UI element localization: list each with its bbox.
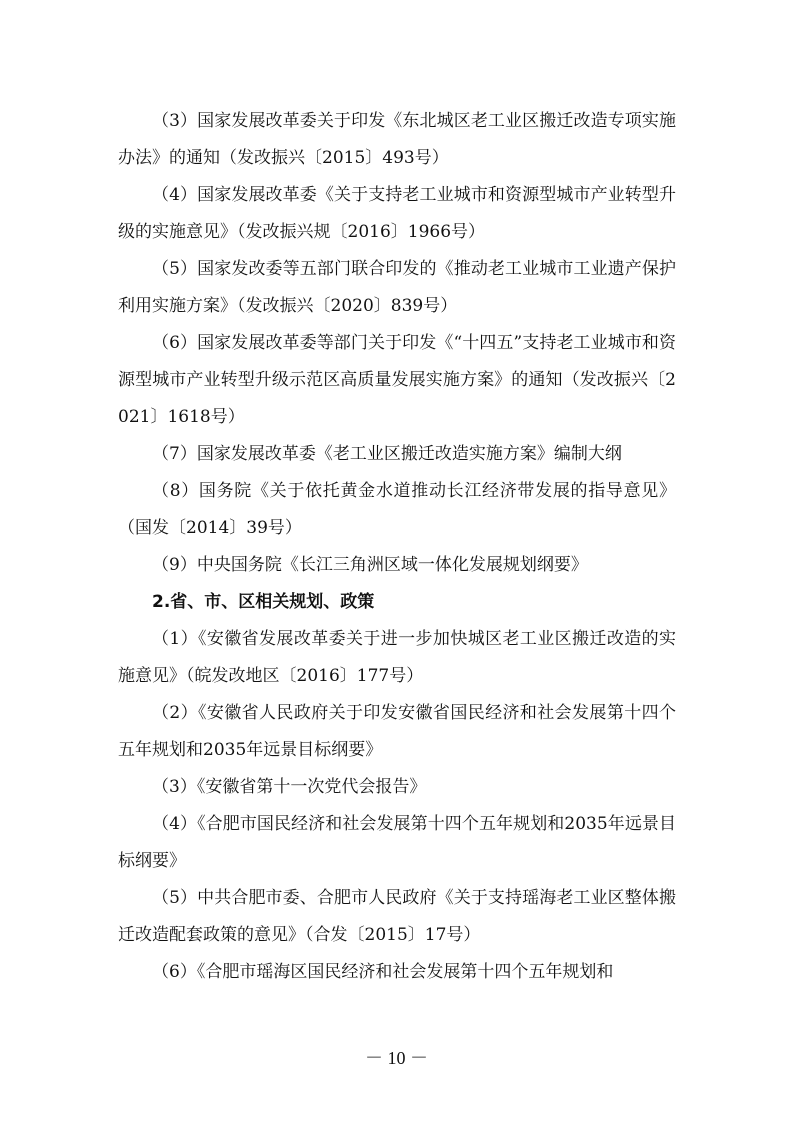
list-item-national-6: （6）国家发展改革委等部门关于印发《“十四五”支持老工业城市和资源型城市产业转型升级示范区高质量发展实施方案》的通知（发改振兴〔2021〕1618号） (118, 333, 676, 427)
list-item-national-8: （8）国务院《关于依托黄金水道推动长江经济带发展的指导意见》（国发〔2014〕39号） (118, 481, 676, 538)
section-heading: 2.省、市、区相关规划、政策 (152, 592, 375, 612)
list-item-local-2: （2）《安徽省人民政府关于印发安徽省国民经济和社会发展第十四个五年规划和2035年远景目标纲要》 (118, 703, 676, 760)
document-body (118, 103, 676, 991)
list-item-local-4: （4）《合肥市国民经济和社会发展第十四个五年规划和2035年远景目标纲要》 (118, 814, 676, 871)
list-item-national-5: （5）国家发改委等五部门联合印发的《推动老工业城市工业遗产保护利用实施方案》（发改振兴〔2020〕839号） (118, 259, 676, 316)
list-item-national-9: （9）中央国务院《长江三角洲区域一体化发展规划纲要》 (152, 555, 588, 575)
list-item-national-4: （4）国家发展改革委《关于支持老工业城市和资源型城市产业转型升级的实施意见》（发改振兴规〔2016〕1966号） (118, 185, 676, 242)
list-item-national-7: （7）国家发展改革委《老工业区搬迁改造实施方案》编制大纲 (152, 444, 622, 464)
list-item-national-3: （3）国家发展改革委关于印发《东北城区老工业区搬迁改造专项实施办法》的通知（发改振兴〔2015〕493号） (118, 111, 676, 168)
list-item-local-6: （6）《合肥市瑶海区国民经济和社会发展第十四个五年规划和 (152, 962, 614, 982)
list-item-local-1: （1）《安徽省发展改革委关于进一步加快城区老工业区搬迁改造的实施意见》（皖发改地区〔2016〕177号） (118, 629, 676, 686)
list-item-local-3: （3）《安徽省第十一次党代会报告》 (152, 777, 427, 797)
page-number: － 10 － (365, 1048, 428, 1068)
list-item-local-5: （5）中共合肥市委、合肥市人民政府《关于支持瑶海老工业区整体搬迁改造配套政策的意见》（合发〔2015〕17号） (118, 888, 676, 945)
